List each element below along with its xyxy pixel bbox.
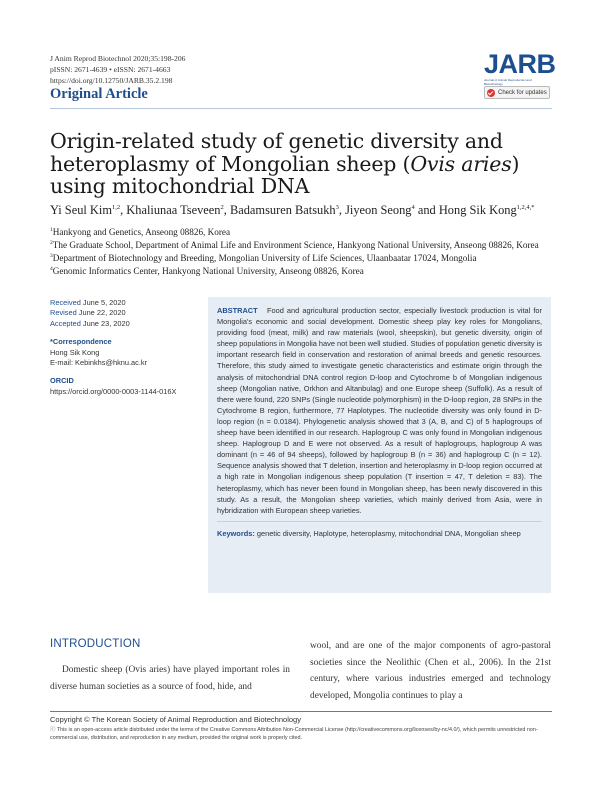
- article-sidebar: [50, 298, 200, 397]
- author-name: Jiyeon Seong: [345, 203, 412, 217]
- header-divider: [50, 108, 552, 109]
- affiliation: $^1$Hankyong and Genetics, Anseong 08826, Korea: [50, 227, 231, 237]
- journal-meta: [50, 53, 185, 86]
- introduction-heading: INTRODUCTION: [50, 638, 141, 650]
- author-name: Khaliunaa Tseveen: [126, 203, 221, 217]
- author-name: Badamsuren Batsukh: [229, 203, 336, 217]
- received-date: Received June 5, 2020: [50, 298, 126, 307]
- abstract-heading: ABSTRACT: [217, 306, 258, 315]
- check-for-updates-button[interactable]: [484, 86, 550, 99]
- logo-text: JARB: [484, 49, 556, 79]
- keywords-heading: Keywords:: [217, 528, 255, 538]
- accepted-date: Accepted June 23, 2020: [50, 318, 130, 328]
- cc-icon: ⓒ: [50, 727, 56, 733]
- author-affiliation-marker: 3: [335, 204, 339, 211]
- intro-right-column: wool, and are one of the major components of agro-pastoral societies since the Neolithic (Chen et al., 2006). In the 21st century, where various industries emerged and technology developed, Mongolia continues to play a: [310, 641, 551, 701]
- abstract-divider: [217, 521, 542, 522]
- correspondence-email[interactable]: E-mail: Kebinkhs@hknu.ac.kr: [50, 358, 148, 368]
- affiliation: $^2$The Graduate School, Department of Animal Life and Environment Science, Hankyong National University, Anseong 08826, Korea: [50, 240, 539, 250]
- affiliation: $^3$Department of Biotechnology and Breeding, Mongolian University of Life Sciences, Ulaanbaatar 17024, Mongolia: [50, 253, 477, 263]
- revised-date: Revised June 22, 2020: [50, 308, 126, 318]
- footer-divider: [50, 711, 552, 712]
- title-part-2: ) using mitochondrial DNA: [50, 151, 520, 198]
- journal-doi[interactable]: https://doi.org/10.12750/JARB.35.2.198: [50, 76, 173, 85]
- author-affiliation-marker: 1,2: [111, 204, 121, 211]
- title-species: Ovis aries: [410, 151, 512, 176]
- article-type: Original Article: [50, 86, 148, 102]
- journal-issn: pISSN: 2671-4639 • eISSN: 2671-4663: [50, 65, 171, 74]
- author-affiliation-marker: 2: [220, 204, 224, 211]
- abstract-paragraph: [217, 305, 542, 516]
- journal-logo: [484, 49, 556, 86]
- author-name: Hong Sik Kong: [438, 203, 517, 217]
- orcid-heading: ORCID: [50, 376, 74, 386]
- author-affiliation-marker: 4: [411, 204, 415, 211]
- keywords: [217, 528, 542, 539]
- title-part-1: Origin-related study of genetic diversity and heteroplasmy of Mongolian sheep (: [50, 129, 503, 176]
- article-title: [50, 130, 550, 198]
- keywords-text: genetic diversity, Haplotype, heteroplasmy, mitochondrial DNA, Mongolian sheep: [256, 528, 521, 538]
- journal-citation: J Anim Reprod Biotechnol 2020;35:198-206: [50, 54, 186, 63]
- affiliation: $^4$Genomic Informatics Center, Hankyong National University, Anseong 08826, Korea: [50, 266, 364, 276]
- check-updates-label: Check for updates: [498, 89, 547, 96]
- abstract-box: [208, 297, 551, 593]
- copyright-notice: Copyright © The Korean Society of Animal Reproduction and Biotechnology: [50, 715, 301, 724]
- affiliation-list: [50, 225, 555, 277]
- intro-left-column: Domestic sheep (Ovis aries) have played important roles in diverse human societies as a source of food, hide, and: [50, 665, 290, 692]
- correspondence-heading: *Correspondence: [50, 337, 112, 347]
- check-updates-icon: [487, 89, 495, 97]
- author-name: Yi Seul Kim: [50, 203, 112, 217]
- license-notice: ⓒ This is an open-access article distributed under the terms of the Creative Commons Attribution Non-Commercial License (http://creativecommons.org/licenses/by-nc/4.0/), which permits unrestricted non-commercial use, distribution, and reproduction in any medium, provided the original work is properly cited.: [50, 727, 538, 741]
- orcid-link[interactable]: https://orcid.org/0000-0003-1144-016X: [50, 386, 177, 396]
- abstract-text: Food and agricultural production sector, especially livestock production is vital for Mongolia's economic and social development. Domestic sheep play key roles for Mongolians, providing food (meat, milk) and raw materials (wool, sheepskin), but genetic diversity, origin of sheep populations in Mongolia have not been well studied. Studies of population genetic diversity is important research field in conservation and restoration of animal breeds and genetic resources. Therefore, this study aimed to investigate genetic characteristics and estimate origin through the analysis of mitochondrial DNA control region D-loop and Cytochrome b of Mongolian indigenous sheep (Mongolian native, Orkhon and Altanbulag) and one Europe sheep (Suffolk). As a result of there were found, 220 SNPs (Single nucleotide polymorphism) in the D-loop region, 28 SNPs in the Cytochrome B region, furthermore, 77 Haplotypes. The nucleotide diversity was only found in D-loop region (n = 0.0184). Phylogenetic analysis showed that 3 (A, B, and C) of 5 haplogroups of sheep have been identified in our research. Haplogroup C was only found in Mongolian indigenous sheep. Haplogroup D and E were not observed. As a result of haplogroups, haplogroup A was dominant (n = 46 of 94 sheeps), followed by haplogroup B (n = 36) and haplogroup C (n = 12). Sequence analysis showed that T deletion, insertion and heteroplasmy in D-loop region occurred at a high rate in Mongolian indigenous sheep population (T insertion = 47, T deletion = 83). The heteroplasmy, which has never been found in Mongolian sheep, has been newly discovered in this study. As a result, the Mongolian sheep varieties, which mainly derived from Asia, were in hybridization with European sheep varieties.: [217, 306, 542, 515]
- author-list: Yi Seul Kim$^{1,2}$, Khaliunaa Tseveen$^2$, Badamsuren Batsukh$^3$, Jiyeon Seong$^4$ and Hong Sik Kong$^{1,2,4,*}$: [50, 203, 535, 217]
- correspondence-name: Hong Sik Kong: [50, 347, 100, 357]
- logo-subtitle: Journal of Animal Reproduction and Biotechnology: [484, 78, 532, 86]
- author-affiliation-marker: 1,2,4,*: [516, 204, 535, 211]
